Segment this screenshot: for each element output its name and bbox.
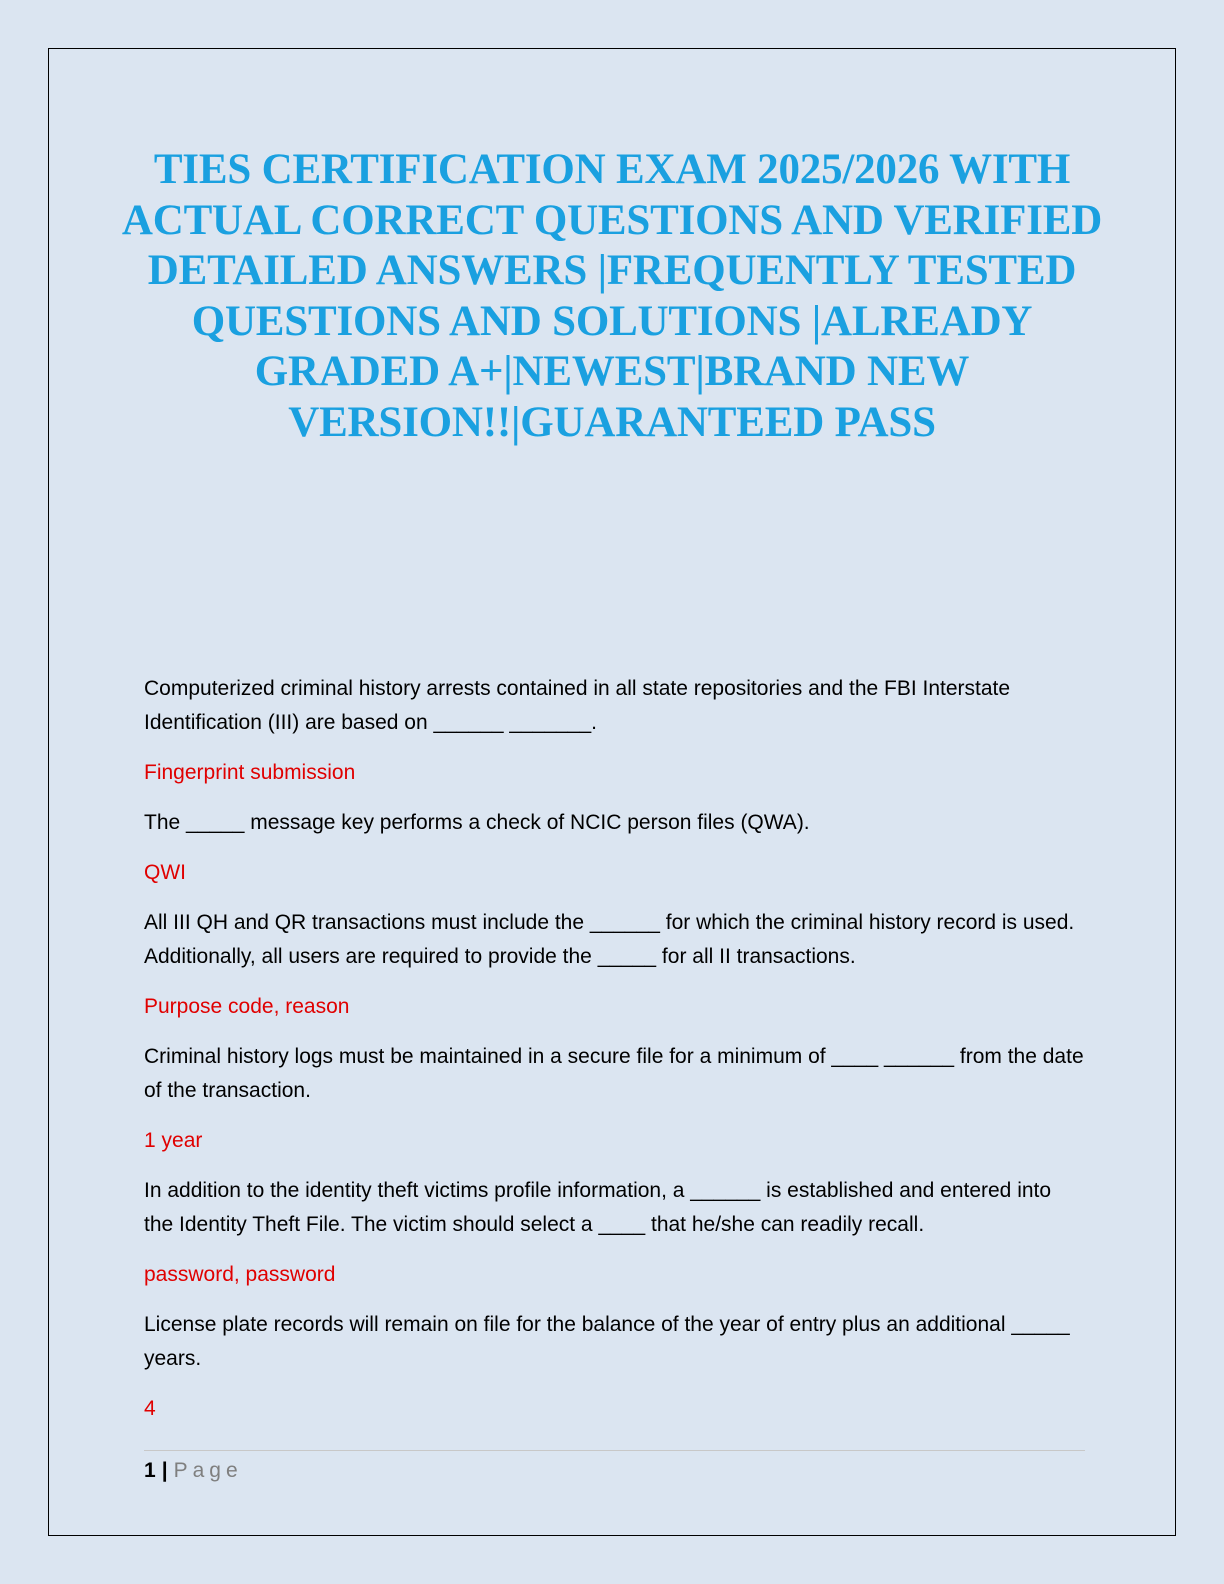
answer-text: 1 year [144,1129,203,1152]
footer-divider [144,1450,1085,1451]
qa-list [144,672,1084,1442]
question-text: All III QH and QR transactions must include the ______ for which the criminal history record is used. Additionally, all users are required to provide the _____ for all II transactions. [144,911,1075,968]
footer-separator: | [161,1459,168,1482]
answer-text: Fingerprint submission [144,761,356,784]
page-number: 1 [144,1459,156,1482]
answer-text: Purpose code, reason [144,995,350,1018]
page-footer [144,1458,243,1484]
answer-text: QWI [144,861,186,884]
question-text: The _____ message key performs a check of NCIC person files (QWA). [144,811,810,834]
page-label: Page [173,1459,243,1482]
document-title: TIES CERTIFICATION EXAM 2025/2026 WITH ACTUAL CORRECT QUESTIONS AND VERIFIED DETAILED ANSWERS |FREQUENTLY TESTED QUESTIONS AND SOLUTIONS |ALREADY GRADED A+|NEWEST|BRAND NEW VERSION!!|GUARANTEED PASS [121,146,1103,446]
question-text: Computerized criminal history arrests contained in all state repositories and the FBI Interstate Identification (III) are based on ______ _______. [144,677,1011,734]
question-text: In addition to the identity theft victims profile information, a ______ is established and entered into the Identity Theft File. The victim should select a ____ that he/she can readily recall. [144,1179,1052,1236]
question-text: License plate records will remain on file for the balance of the year of entry plus an additional _____ years. [144,1313,1070,1370]
answer-text: 4 [144,1397,156,1420]
question-text: Criminal history logs must be maintained in a secure file for a minimum of ____ ______ from the date of the transaction. [144,1045,1084,1102]
answer-text: password, password [144,1263,336,1286]
